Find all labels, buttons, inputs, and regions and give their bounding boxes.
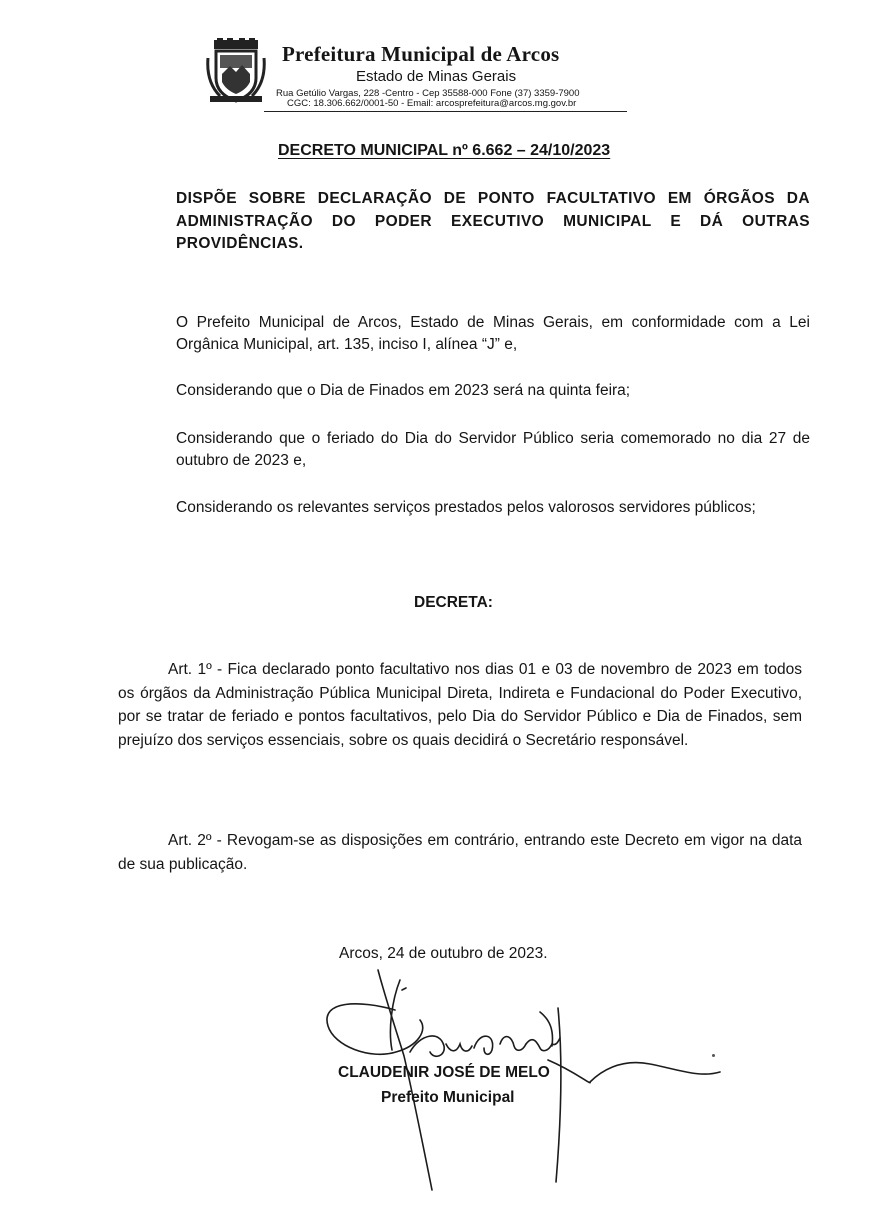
- org-cgc-email: CGC: 18.306.662/0001-50 - Email: arcosprefeitura@arcos.mg.gov.br: [287, 98, 577, 109]
- org-address: Rua Getúlio Vargas, 228 -Centro - Cep 35588-000 Fone (37) 3359-7900: [276, 88, 580, 99]
- article-1: Art. 1º - Fica declarado ponto facultativo nos dias 01 e 03 de novembro de 2023 em todos os órgãos da Administração Pública Municipal Direta, Indireta e Fundacional do Poder Executivo, por se tratar de feriado e pontos facultativos, pelo Dia do Servidor Público e Dia de Finados, sem prejuízo dos serviços essenciais, sobre os quais decidirá o Secretário responsável.: [118, 661, 802, 749]
- article-2: Art. 2º - Revogam-se as disposições em contrário, entrando este Decreto em vigor na data de sua publicação.: [118, 832, 802, 873]
- decreta-heading: DECRETA:: [414, 594, 493, 611]
- decree-ementa: DISPÕE SOBRE DECLARAÇÃO DE PONTO FACULTATIVO EM ÓRGÃOS DA ADMINISTRAÇÃO DO PODER EXECUTIVO MUNICIPAL E DÁ OUTRAS PROVIDÊNCIAS.: [176, 190, 810, 252]
- decree-title: DECRETO MUNICIPAL nº 6.662 – 24/10/2023: [278, 142, 611, 159]
- preamble-paragraph: O Prefeito Municipal de Arcos, Estado de Minas Gerais, em conformidade com a Lei Orgânica Municipal, art. 135, inciso I, alínea “J” e,: [176, 314, 810, 353]
- place-and-date: Arcos, 24 de outubro de 2023.: [339, 945, 548, 962]
- org-name: Prefeitura Municipal de Arcos: [282, 42, 560, 66]
- ink-speck: [712, 1054, 715, 1057]
- header-divider: [264, 111, 627, 112]
- coat-of-arms-icon: [206, 38, 266, 104]
- signer-role: Prefeito Municipal: [381, 1089, 515, 1106]
- considerando-paragraph-1: Considerando que o Dia de Finados em 2023 será na quinta feira;: [176, 382, 631, 399]
- considerando-paragraph-3: Considerando os relevantes serviços prestados pelos valorosos servidores públicos;: [176, 499, 756, 516]
- org-state: Estado de Minas Gerais: [356, 68, 517, 85]
- considerando-paragraph-2: Considerando que o feriado do Dia do Servidor Público seria comemorado no dia 27 de outubro de 2023 e,: [176, 430, 810, 469]
- signer-name: CLAUDENIR JOSÉ DE MELO: [338, 1064, 550, 1081]
